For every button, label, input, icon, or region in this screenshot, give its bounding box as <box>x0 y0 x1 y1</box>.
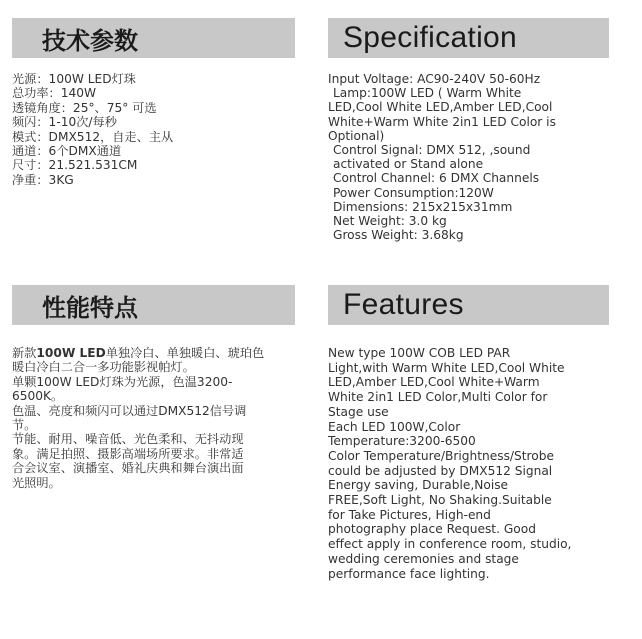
feature-line: wedding ceremonies and stage <box>328 551 519 566</box>
performance-heading <box>12 285 295 325</box>
feature-line: could be adjusted by DMX512 Signal <box>328 463 553 478</box>
feature-line: Temperature:3200-6500 <box>328 434 476 449</box>
feature-line: LED,Amber LED,Cool White+Warm <box>328 375 540 390</box>
feature-line: performance face lighting. <box>328 566 490 581</box>
feature-line: photography place Request. Good <box>328 522 536 537</box>
performance-line: 6500K。 <box>12 389 64 404</box>
features-title: Features <box>343 288 464 321</box>
performance-line-prefix: 新款 <box>12 346 37 360</box>
specification-title: Specification <box>343 21 517 54</box>
tech-params-title: 技术参数 <box>42 26 138 55</box>
feature-line: White 2in1 LED Color,Multi Color for <box>328 390 548 405</box>
performance-line: 光照明。 <box>12 475 61 490</box>
performance-line <box>12 346 264 360</box>
tech-param-line: 模式：DMX512，自走、主从 <box>12 129 174 144</box>
feature-line: Color Temperature/Brightness/Strobe <box>328 448 554 463</box>
performance-title: 性能特点 <box>42 293 138 322</box>
performance-line-bold: 100W LED <box>36 346 106 360</box>
tech-params-heading <box>12 18 295 58</box>
feature-line: effect apply in conference room, studio, <box>328 537 572 552</box>
spec-line: Lamp:100W LED ( Warm White <box>333 86 522 101</box>
performance-list <box>12 346 264 490</box>
tech-param-line: 频闪：1-10次/每秒 <box>12 115 117 130</box>
tech-param-line: 通道：6个DMX通道 <box>12 144 122 159</box>
spec-line: Input Voltage: AC90-240V 50-60Hz <box>328 72 541 86</box>
feature-line: for Take Pictures, High-end <box>328 507 491 522</box>
spec-line: White+Warm White 2in1 LED Color is <box>328 114 556 129</box>
spec-line: Optional) <box>328 128 385 143</box>
features-heading <box>328 285 609 325</box>
performance-line: 象。满足拍照、摄影高端场所要求。非常适 <box>12 446 244 461</box>
feature-line: Energy saving, Durable,Noise <box>328 478 509 493</box>
feature-line: Light,with Warm White LED,Cool White <box>328 360 565 375</box>
spec-line: activated or Stand alone <box>333 157 484 172</box>
performance-line: 暖白冷白二合一多功能影视帕灯。 <box>12 360 195 375</box>
performance-line: 节能、耐用、噪音低、光色柔和、无抖动现 <box>12 432 244 447</box>
spec-line: Dimensions: 215x215x31mm <box>333 199 513 214</box>
spec-line: Control Channel: 6 DMX Channels <box>333 171 540 186</box>
tech-params-list <box>12 72 173 187</box>
performance-line: 合会议室、演播室、婚礼庆典和舞台演出面 <box>12 461 244 476</box>
tech-param-line: 总功率：140W <box>12 86 97 101</box>
feature-line: FREE,Soft Light, No Shaking.Suitable <box>328 493 552 508</box>
specification-heading <box>328 18 609 58</box>
performance-line: 色温、亮度和频闪可以通过DMX512信号调 <box>12 403 247 418</box>
spec-line: LED,Cool White LED,Amber LED,Cool <box>328 100 553 115</box>
tech-param-line: 透镜角度：25°、75° 可选 <box>12 100 157 115</box>
spec-line: Gross Weight: 3.68kg <box>333 228 464 243</box>
spec-line: Control Signal: DMX 512, ,sound <box>333 143 531 158</box>
tech-param-line: 光源：100W LED灯珠 <box>12 72 136 86</box>
features-list <box>328 346 571 581</box>
performance-line: 单颗100W LED灯珠为光源，色温3200- <box>12 374 233 389</box>
specification-list <box>328 72 556 242</box>
tech-param-line: 尺寸：21.521.531CM <box>12 158 138 173</box>
feature-line: Stage use <box>328 404 389 419</box>
feature-line: New type 100W COB LED PAR <box>328 346 511 360</box>
spec-line: Power Consumption:120W <box>333 185 494 200</box>
feature-line: Each LED 100W,Color <box>328 419 461 434</box>
performance-line-rest: 单独冷白、单独暖白、琥珀色 <box>105 346 265 360</box>
spec-line: Net Weight: 3.0 kg <box>333 214 447 229</box>
performance-line: 节。 <box>12 418 37 433</box>
tech-param-line: 净重：3KG <box>12 172 74 187</box>
